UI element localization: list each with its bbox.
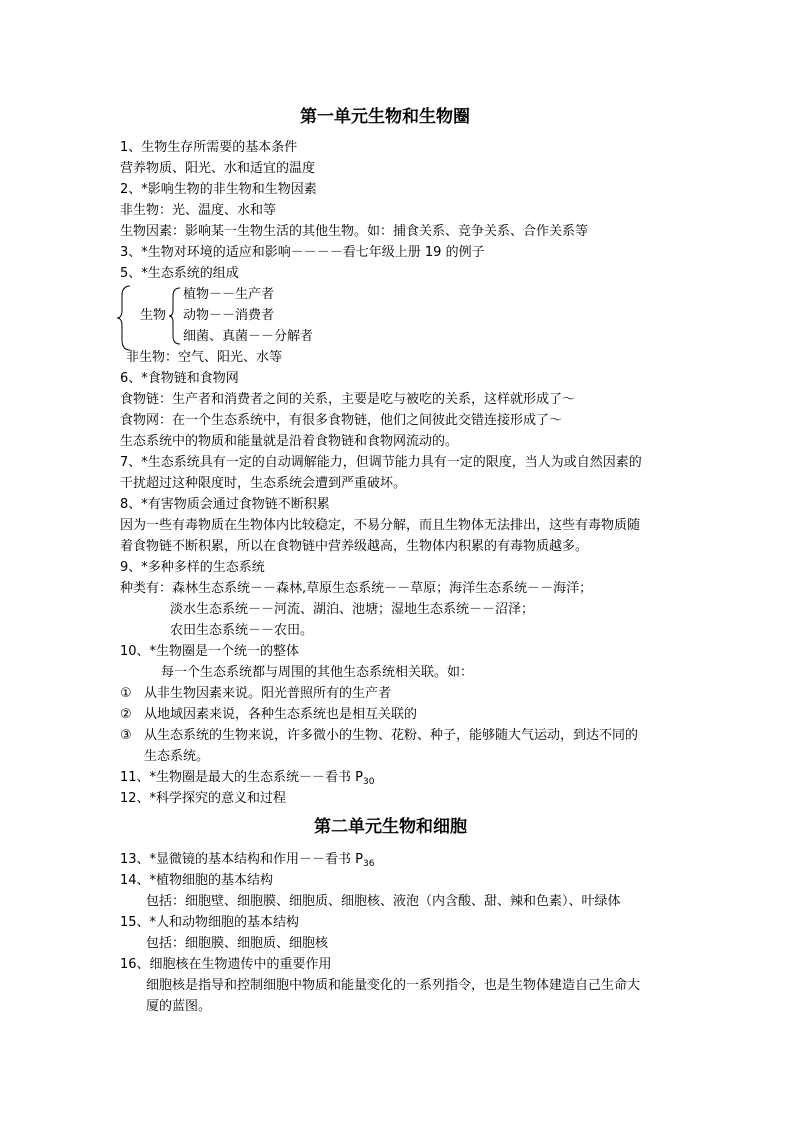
q13-page-sub: 36 bbox=[363, 859, 375, 869]
q10-item1: 从非生物因素来说。阳光普照所有的生产者 bbox=[144, 686, 392, 701]
q8-heading: 8、*有害物质会通过食物链不断积累 bbox=[120, 497, 330, 512]
q6-web: 食物网：在一个生态系统中，有很多食物链，他们之间彼此交错连接形成了～ bbox=[120, 413, 563, 428]
q5-heading: 5、*生态系统的组成 bbox=[120, 266, 239, 281]
q5-abiotic: 非生物：空气、阳光、水等 bbox=[126, 350, 283, 365]
q10-item1-mark: ① bbox=[120, 686, 132, 701]
unit2-title: 第二单元生物和细胞 bbox=[314, 817, 467, 837]
q7-line2: 干扰超过这种限度时，生态系统会遭到严重破坏。 bbox=[120, 476, 407, 491]
q8-line2: 着食物链不断积累，所以在食物链中营养级越高，生物体内积累的有毒物质越多。 bbox=[120, 539, 589, 554]
q12-heading: 12、*科学探究的意义和过程 bbox=[120, 791, 287, 806]
q14-heading: 14、*植物细胞的基本结构 bbox=[120, 873, 274, 888]
q7-line1: 7、*生态系统具有一定的自动调解能力，但调节能力具有一定的限度，当人为或自然因素的 bbox=[120, 455, 642, 470]
q1-heading: 1、生物生存所需要的基本条件 bbox=[120, 140, 298, 155]
q9-line1: 种类有：森林生态系统－－森林,草原生态系统－－草原；海洋生态系统－－海洋； bbox=[120, 581, 593, 596]
q2-abiotic: 非生物：光、温度、水和等 bbox=[120, 203, 277, 218]
q6-heading: 6、*食物链和食物网 bbox=[120, 371, 239, 386]
q5-plants: 植物－－生产者 bbox=[183, 287, 275, 302]
q5-bio-label: 生物 bbox=[140, 308, 167, 323]
q9-heading: 9、*多种多样的生态系统 bbox=[120, 560, 265, 575]
q9-line3: 农田生态系统－－农田。 bbox=[170, 623, 314, 638]
q15-body: 包括：细胞膜、细胞质、细胞核 bbox=[146, 936, 329, 951]
q10-heading: 10、*生物圈是一个统一的整体 bbox=[120, 644, 300, 659]
inner-brace-icon bbox=[168, 286, 182, 346]
q1-body: 营养物质、阳光、水和适宜的温度 bbox=[120, 161, 316, 176]
q10-intro: 每一个生态系统都与周围的其他生态系统相关联。如： bbox=[161, 665, 474, 680]
unit1-title: 第一单元生物和生物圈 bbox=[300, 107, 470, 127]
q10-item3-line1: 从生态系统的生物来说，许多微小的生物、花粉、种子，能够随大气运动，到达不同的 bbox=[144, 728, 639, 743]
q3-heading: 3、*生物对环境的适应和影响－－－－看七年级上册 19 的例子 bbox=[120, 245, 485, 260]
q15-heading: 15、*人和动物细胞的基本结构 bbox=[120, 915, 300, 930]
q16-heading: 16、细胞核在生物遗传中的重要作用 bbox=[120, 957, 332, 972]
q14-body: 包括：细胞壁、细胞膜、细胞质、细胞核、液泡（内含酸、甜、辣和色素）、叶绿体 bbox=[146, 894, 621, 909]
q8-line1: 因为一些有毒物质在生物体内比较稳定，不易分解，而且生物体无法排出，这些有毒物质随 bbox=[120, 518, 641, 533]
outer-brace-icon bbox=[116, 284, 132, 352]
q9-line2: 淡水生态系统－－河流、湖泊、池塘；湿地生态系统－－沼泽； bbox=[170, 602, 535, 617]
q6-chain: 食物链：生产者和消费者之间的关系，主要是吃与被吃的关系，这样就形成了～ bbox=[120, 392, 576, 407]
q10-item2: 从地域因素来说，各种生态系统也是相互关联的 bbox=[144, 707, 418, 722]
q11-page-sub: 30 bbox=[363, 777, 375, 787]
q16-line1: 细胞核是指导和控制细胞中物质和能量变化的一系列指令，也是生物体建造自己生命大 bbox=[146, 978, 641, 993]
q6-flow: 生态系统中的物质和能量就是沿着食物链和食物网流动的。 bbox=[120, 434, 459, 449]
q2-heading: 2、*影响生物的非生物和生物因素 bbox=[120, 182, 317, 197]
q5-animals: 动物－－消费者 bbox=[183, 308, 275, 323]
q5-fungi: 细菌、真菌－－分解者 bbox=[183, 329, 314, 344]
q2-biotic: 生物因素：影响某一生物生活的其他生物。如：捕食关系、竞争关系、合作关系等 bbox=[120, 224, 589, 239]
q13-heading: 13、*显微镜的基本结构和作用－－看书 P bbox=[120, 852, 364, 867]
q11-heading: 11、*生物圈是最大的生态系统－－看书 P bbox=[120, 770, 364, 785]
q10-item3-line2: 生态系统。 bbox=[144, 749, 210, 764]
q16-line2: 厦的蓝图。 bbox=[146, 999, 212, 1014]
q10-item3-mark: ③ bbox=[120, 728, 132, 743]
q10-item2-mark: ② bbox=[120, 707, 132, 722]
